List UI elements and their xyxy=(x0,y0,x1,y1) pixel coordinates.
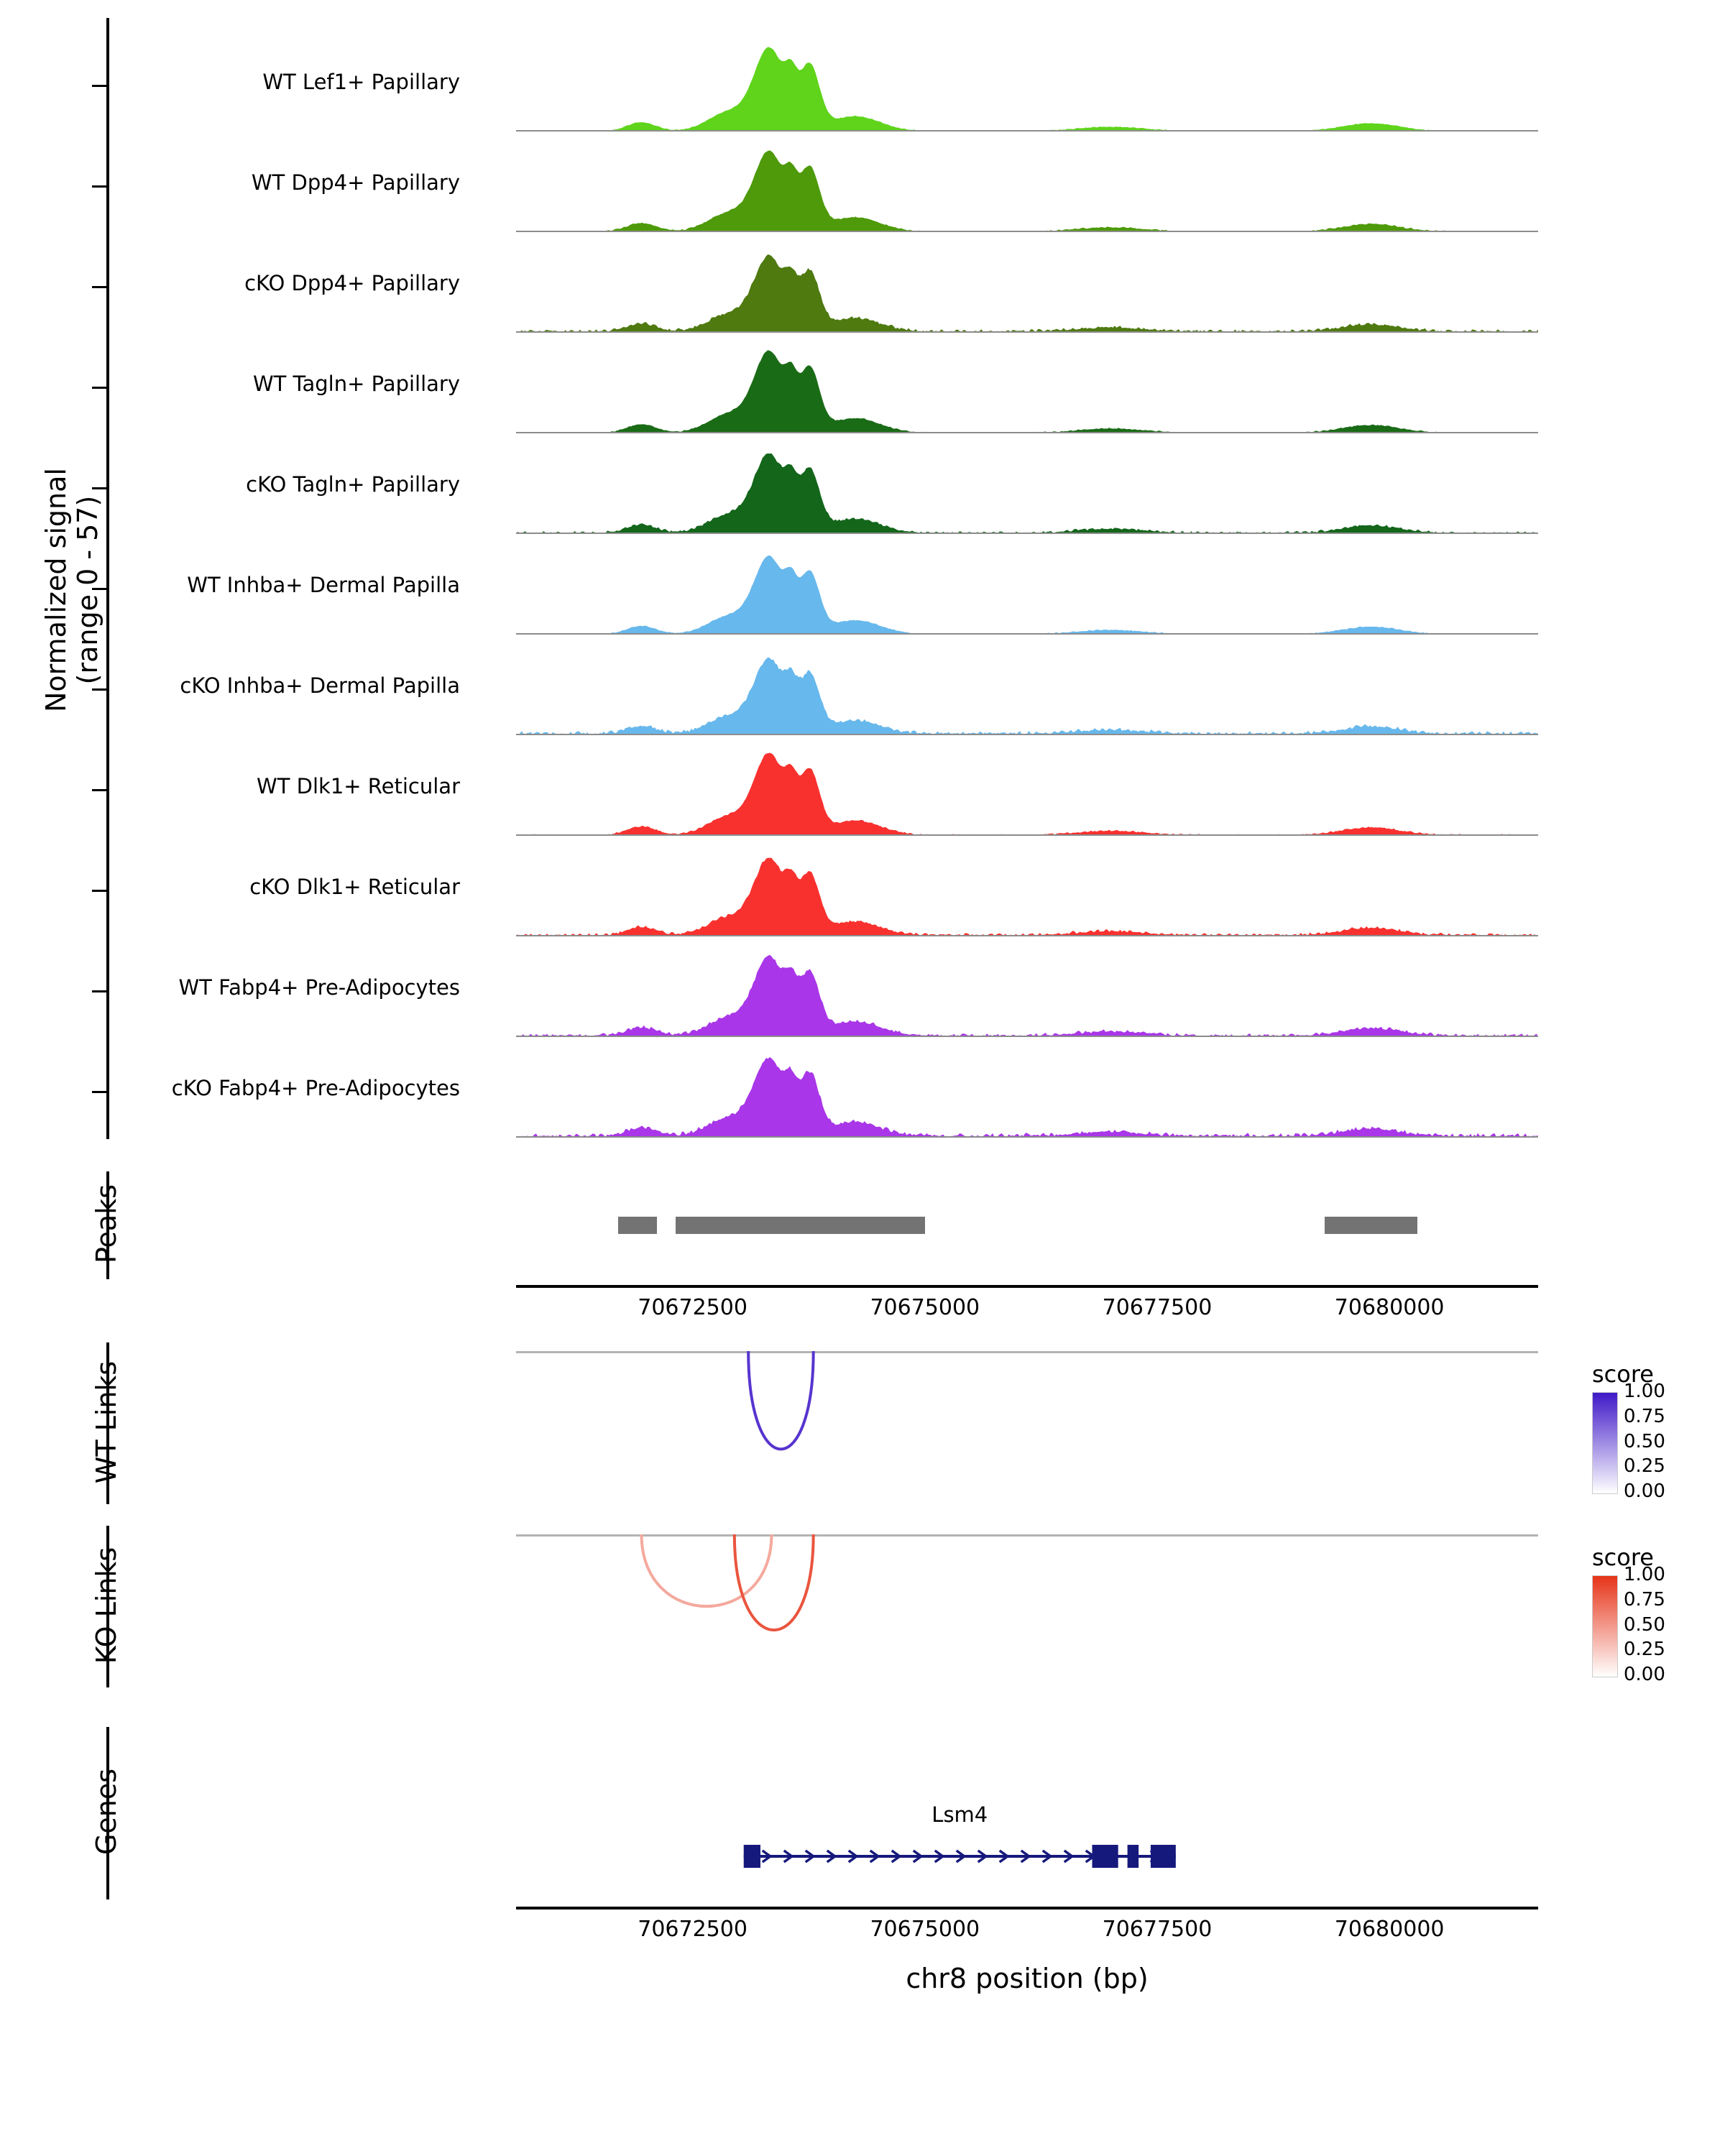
track-baseline-7 xyxy=(516,834,1538,836)
track-baseline-10 xyxy=(516,1136,1538,1138)
wt-links-legend-tick-0: 1.00 xyxy=(1624,1381,1665,1402)
track-baseline-0 xyxy=(516,130,1538,132)
peak-bar-0 xyxy=(618,1217,657,1234)
coverage-track-1 xyxy=(516,140,1538,232)
ko-links-legend-tick-2: 0.50 xyxy=(1624,1613,1665,1636)
peaks-panel-title: Peaks xyxy=(91,1184,122,1264)
ko-links-legend-colorbar xyxy=(1592,1575,1618,1677)
coverage-area-9 xyxy=(516,945,1538,1037)
wt-links-legend-colorbar xyxy=(1592,1392,1618,1494)
gene-exon-0-2 xyxy=(1128,1845,1139,1868)
coverage-axis-tick-1 xyxy=(92,185,108,188)
coverage-area-3 xyxy=(516,341,1538,433)
peak-bar-2 xyxy=(1325,1217,1417,1234)
genes-panel-title: Genes xyxy=(91,1768,122,1856)
coverage-area-2 xyxy=(516,241,1538,333)
coverage-area-7 xyxy=(516,744,1538,836)
coverage-track-6 xyxy=(516,643,1538,735)
coverage-area-1 xyxy=(516,140,1538,232)
coverage-track-9 xyxy=(516,945,1538,1037)
coverage-area-6 xyxy=(516,643,1538,735)
track-label-8: cKO Dlk1+ Reticular xyxy=(249,875,460,899)
track-label-5: WT Inhba+ Dermal Papilla xyxy=(187,573,460,597)
coverage-track-5 xyxy=(516,543,1538,635)
y-axis-title xyxy=(40,338,104,842)
wt-links-arc-0 xyxy=(748,1351,813,1449)
wt-links-legend-tick-2: 0.50 xyxy=(1624,1430,1665,1452)
track-label-10: cKO Fabp4+ Pre-Adipocytes xyxy=(171,1076,460,1100)
track-baseline-4 xyxy=(516,533,1538,534)
wt-links-panel-title: WT Links xyxy=(91,1360,122,1483)
track-label-2: cKO Dpp4+ Papillary xyxy=(244,271,460,295)
ko-links-legend-title: score xyxy=(1592,1544,1654,1571)
track-label-7: WT Dlk1+ Reticular xyxy=(257,774,460,798)
gene-exon-0-1 xyxy=(1092,1845,1118,1868)
wt-links-legend-tick-3: 0.25 xyxy=(1624,1455,1665,1478)
coverage-track-8 xyxy=(516,844,1538,936)
coverage-area-4 xyxy=(516,442,1538,534)
wt-links-legend-tick-1: 0.75 xyxy=(1624,1405,1665,1427)
coverage-track-0 xyxy=(516,40,1538,132)
y-axis-title-line2: (range 0 - 57) xyxy=(72,495,104,685)
ko-links-legend-tick-1: 0.75 xyxy=(1624,1588,1665,1611)
coord-tick-top-3: 70680000 xyxy=(1334,1295,1445,1320)
gene-model-0 xyxy=(516,1833,1538,1891)
ko-links-legend-tick-4: 0.00 xyxy=(1624,1664,1665,1685)
coord-tick-top-1: 70675000 xyxy=(870,1295,980,1320)
coverage-track-2 xyxy=(516,241,1538,333)
coord-axis-line-top xyxy=(516,1285,1538,1288)
wt-links-legend-tick-4: 0.00 xyxy=(1624,1480,1665,1502)
track-baseline-1 xyxy=(516,231,1538,232)
y-axis-title-line1: Normalized signal xyxy=(40,468,72,712)
coverage-area-8 xyxy=(516,844,1538,936)
ko-links-legend-tick-0: 1.00 xyxy=(1624,1564,1665,1585)
coverage-area-5 xyxy=(516,543,1538,635)
track-baseline-3 xyxy=(516,432,1538,433)
ko-links-arc-0 xyxy=(642,1534,772,1606)
coverage-axis-tick-2 xyxy=(92,286,108,288)
coverage-track-7 xyxy=(516,744,1538,836)
coord-tick-top-2: 70677500 xyxy=(1102,1295,1213,1320)
track-label-9: WT Fabp4+ Pre-Adipocytes xyxy=(178,975,460,1000)
track-label-6: cKO Inhba+ Dermal Papilla xyxy=(180,673,460,698)
ko-links-legend-tick-3: 0.25 xyxy=(1624,1639,1665,1661)
x-axis-title: chr8 position (bp) xyxy=(906,1963,1149,1994)
coord-tick-bottom-1: 70675000 xyxy=(870,1917,980,1942)
ko-links-panel-title: KO Links xyxy=(91,1547,122,1664)
wt-links-arcs xyxy=(516,1342,1538,1504)
coord-tick-top-0: 70672500 xyxy=(638,1295,748,1320)
coverage-axis-tick-8 xyxy=(92,890,108,892)
ko-links-arcs xyxy=(516,1526,1538,1687)
coord-axis-line-bottom xyxy=(516,1907,1538,1909)
peak-bar-1 xyxy=(676,1217,924,1234)
track-baseline-6 xyxy=(516,734,1538,735)
gene-exon-0-0 xyxy=(744,1845,760,1868)
track-label-0: WT Lef1+ Papillary xyxy=(262,70,460,94)
track-label-3: WT Tagln+ Papillary xyxy=(252,372,460,396)
gene-exon-0-3 xyxy=(1151,1845,1176,1868)
coverage-track-4 xyxy=(516,442,1538,534)
track-baseline-8 xyxy=(516,935,1538,936)
track-label-4: cKO Tagln+ Papillary xyxy=(246,472,460,497)
ko-links-arc-1 xyxy=(735,1534,814,1630)
coord-tick-bottom-0: 70672500 xyxy=(638,1917,748,1942)
coverage-axis-tick-9 xyxy=(92,990,108,992)
track-baseline-5 xyxy=(516,633,1538,635)
track-baseline-2 xyxy=(516,331,1538,333)
coord-tick-bottom-3: 70680000 xyxy=(1334,1917,1445,1942)
coord-tick-bottom-2: 70677500 xyxy=(1102,1917,1213,1942)
track-label-1: WT Dpp4+ Papillary xyxy=(251,170,460,195)
coverage-track-10 xyxy=(516,1046,1538,1138)
coverage-axis-tick-0 xyxy=(92,85,108,87)
coverage-area-10 xyxy=(516,1046,1538,1138)
track-baseline-9 xyxy=(516,1036,1538,1037)
gene-name-0: Lsm4 xyxy=(932,1802,988,1827)
wt-links-legend-title: score xyxy=(1592,1360,1654,1388)
coverage-area-0 xyxy=(516,40,1538,132)
coverage-track-3 xyxy=(516,341,1538,433)
